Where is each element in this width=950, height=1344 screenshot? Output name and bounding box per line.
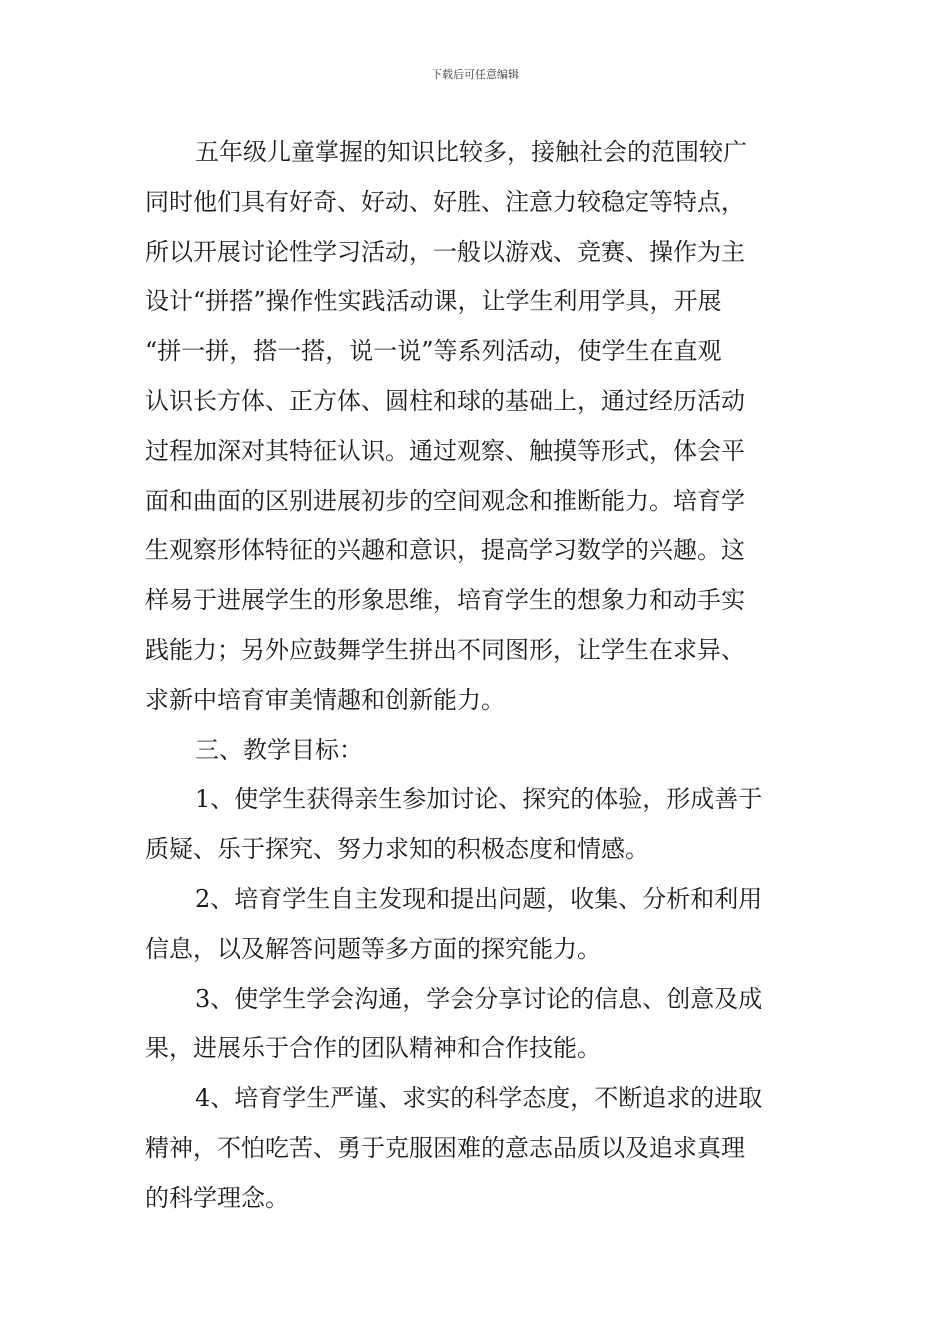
- text-line: 2、培育学生自主发现和提出问题，收集、分析和利用: [195, 884, 763, 913]
- text-line: 4、培育学生严谨、求实的科学态度，不断追求的进取: [195, 1084, 763, 1113]
- text-line: 果，进展乐于合作的团队精神和合作技能。: [145, 1034, 601, 1063]
- text-line: 质疑、乐于探究、努力求知的积极态度和情感。: [145, 835, 649, 864]
- page-header-note: 下载后可任意编辑: [431, 68, 519, 81]
- text-line: 所以开展讨论性学习活动，一般以游戏、竞赛、操作为主: [145, 237, 745, 266]
- text-line: 设计“拼搭”操作性实践活动课，让学生利用学具，开展: [145, 287, 722, 316]
- section-title: 三、教学目标：: [195, 735, 363, 764]
- section-heading: [145, 726, 807, 776]
- text-line: 3、使学生学会沟通，学会分享讨论的信息、创意及成: [195, 984, 763, 1013]
- text-line: 1、使学生获得亲生参加讨论、探究的体验，形成善于: [195, 785, 763, 814]
- text-line: 的科学理念。: [145, 1183, 289, 1212]
- objective-item: [145, 1074, 807, 1223]
- text-line: 面和曲面的区别进展初步的空间观念和推断能力。培育学: [145, 486, 745, 515]
- objective-item: [145, 875, 807, 975]
- text-line: “拼一拼，搭一搭，说一说”等系列活动，使学生在直观: [145, 337, 722, 366]
- text-line: 生观察形体特征的兴趣和意识，提高学习数学的兴趣。这: [145, 536, 745, 565]
- text-line: 同时他们具有好奇、好动、好胜、注意力较稳定等特点，: [145, 187, 745, 216]
- text-line: 精神，不怕吃苦、勇于克服困难的意志品质以及追求真理: [145, 1133, 745, 1162]
- paragraph: [145, 128, 807, 726]
- text-line: 过程加深对其特征认识。通过观察、触摸等形式，体会平: [145, 436, 745, 465]
- text-line: 求新中培育审美情趣和创新能力。: [145, 685, 505, 714]
- text-line: 信息，以及解答问题等多方面的探究能力。: [145, 934, 601, 963]
- text-line: 五年级儿童掌握的知识比较多，接触社会的范围较广: [195, 138, 747, 166]
- text-line: 样易于进展学生的形象思维，培育学生的想象力和动手实: [145, 586, 745, 615]
- text-line: 认识长方体、正方体、圆柱和球的基础上，通过经历活动: [145, 386, 745, 415]
- text-line: 践能力；另外应鼓舞学生拼出不同图形，让学生在求异、: [145, 635, 745, 664]
- objective-item: [145, 975, 807, 1075]
- document-body: [145, 128, 807, 1224]
- objective-item: [145, 775, 807, 875]
